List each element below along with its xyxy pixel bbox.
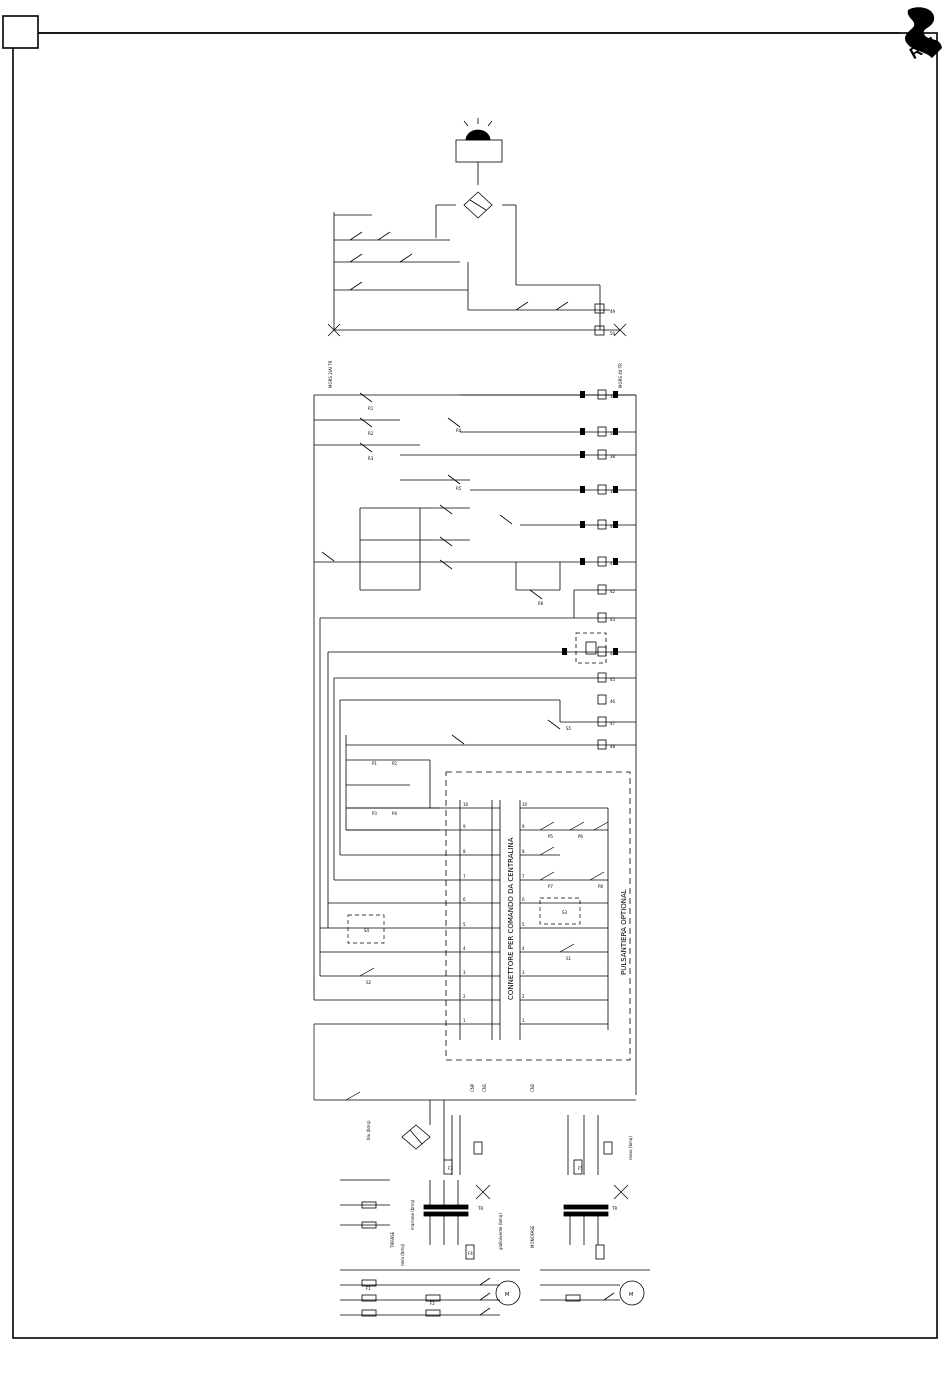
svg-text:M: M — [505, 1292, 510, 1298]
marrone-label: marrone (bmq) — [410, 1199, 415, 1230]
morsetto-right-label: MORS 4V TR — [618, 363, 623, 388]
svg-text:S2: S2 — [366, 980, 372, 985]
svg-text:39: 39 — [610, 489, 616, 494]
svg-text:5: 5 — [522, 922, 525, 927]
morsetto-left-label: MORS 2/AI TR — [328, 360, 333, 388]
svg-text:10: 10 — [463, 802, 469, 807]
svg-text:R1: R1 — [368, 406, 374, 411]
svg-text:P2: P2 — [392, 761, 397, 766]
svg-text:S3: S3 — [562, 910, 568, 915]
svg-text:2: 2 — [522, 994, 525, 999]
gialloverde-label: giallo/verde (bmq) — [498, 1213, 503, 1250]
connector-mid-numbers — [522, 802, 528, 1023]
cnp-label: CNP — [470, 1083, 475, 1092]
svg-text:8: 8 — [463, 849, 466, 854]
svg-text:49: 49 — [610, 309, 616, 314]
svg-text:38: 38 — [610, 454, 616, 459]
svg-text:43: 43 — [610, 617, 616, 622]
svg-text:F2: F2 — [430, 1301, 435, 1306]
svg-text:10: 10 — [522, 802, 528, 807]
svg-text:P4: P4 — [392, 811, 397, 816]
svg-text:F4: F4 — [468, 1251, 473, 1256]
svg-text:M: M — [629, 1292, 634, 1298]
svg-text:6: 6 — [463, 897, 466, 902]
svg-text:1: 1 — [522, 1018, 525, 1023]
terminal-column — [598, 390, 606, 749]
svg-text:S4: S4 — [364, 928, 370, 933]
svg-text:3: 3 — [522, 970, 525, 975]
svg-text:S1: S1 — [566, 956, 572, 961]
svg-text:F3: F3 — [448, 1166, 453, 1171]
svg-text:44: 44 — [610, 651, 616, 656]
svg-text:P6: P6 — [578, 834, 583, 839]
sheet-corner-box — [3, 16, 38, 48]
svg-text:50: 50 — [610, 331, 616, 336]
cn1-label: CN1 — [482, 1083, 487, 1092]
connector-block — [446, 772, 630, 1060]
upper-control-circuit — [328, 118, 626, 336]
svg-text:5: 5 — [463, 922, 466, 927]
svg-text:F1: F1 — [366, 1286, 371, 1291]
monofase-label: MONOFASE — [530, 1225, 535, 1248]
trifase-label: TRIFASE — [390, 1231, 395, 1248]
rosso-label: rosso (bmq) — [628, 1136, 633, 1160]
svg-text:R2: R2 — [368, 431, 374, 436]
svg-text:8: 8 — [522, 849, 525, 854]
svg-text:6: 6 — [522, 897, 525, 902]
connector-left-numbers — [463, 802, 469, 1023]
svg-text:4: 4 — [522, 946, 525, 951]
lamp-icon — [466, 130, 490, 140]
svg-text:P5: P5 — [548, 834, 553, 839]
svg-text:48: 48 — [610, 744, 616, 749]
svg-text:TR: TR — [612, 1206, 618, 1211]
svg-text:S5: S5 — [566, 726, 572, 731]
svg-text:3: 3 — [463, 970, 466, 975]
middle-logic-circuit — [314, 390, 636, 1095]
svg-text:47: 47 — [610, 721, 616, 726]
svg-text:P8: P8 — [598, 884, 603, 889]
svg-text:45: 45 — [610, 677, 616, 682]
terminal-strip-numbers — [610, 309, 616, 749]
blu-label: blu (bmq) — [366, 1120, 371, 1140]
svg-text:46: 46 — [610, 699, 616, 704]
svg-text:41: 41 — [610, 561, 616, 566]
component-labels — [364, 406, 633, 1306]
svg-text:7: 7 — [522, 874, 525, 879]
svg-text:36: 36 — [610, 394, 616, 399]
svg-text:4: 4 — [463, 946, 466, 951]
svg-text:P3: P3 — [372, 811, 377, 816]
svg-text:F5: F5 — [578, 1166, 583, 1171]
logo-text: RAI — [907, 34, 940, 63]
svg-text:9: 9 — [463, 824, 466, 829]
svg-text:1: 1 — [463, 1018, 466, 1023]
svg-text:P1: P1 — [372, 761, 377, 766]
pulsantiera-label: PULSANTIERA OPTIONAL — [620, 889, 628, 975]
svg-text:R6: R6 — [538, 601, 544, 606]
svg-text:TR: TR — [478, 1206, 484, 1211]
svg-text:R3: R3 — [368, 456, 374, 461]
power-section — [340, 1100, 650, 1316]
svg-text:R4: R4 — [456, 428, 462, 433]
connector-rows — [314, 808, 636, 1100]
svg-text:9: 9 — [522, 824, 525, 829]
nero-label: nero (bmq) — [400, 1243, 405, 1266]
svg-text:37: 37 — [610, 431, 616, 436]
svg-text:42: 42 — [610, 589, 616, 594]
connector-label: CONNETTORE PER COMANDO DA CENTRALINA — [507, 837, 515, 1000]
svg-text:2: 2 — [463, 994, 466, 999]
svg-text:7: 7 — [463, 874, 466, 879]
cn2-label: CN2 — [530, 1083, 535, 1092]
svg-text:P7: P7 — [548, 884, 553, 889]
svg-text:R5: R5 — [456, 486, 462, 491]
svg-text:40: 40 — [610, 524, 616, 529]
